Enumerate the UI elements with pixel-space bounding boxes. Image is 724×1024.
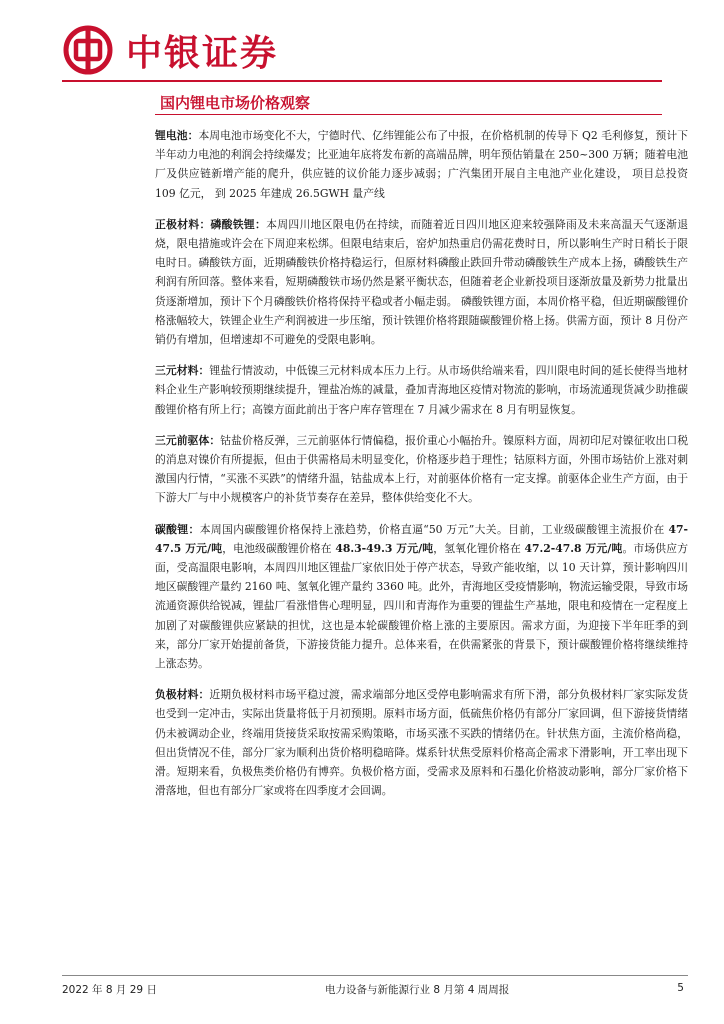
brand-name: 中银证券 — [126, 32, 279, 74]
header — [62, 22, 278, 78]
paragraph-text: 钴盐价格反弹，三元前驱体行情偏稳，报价重心小幅抬升。镍原料方面，周初印尼对镍征收出口税的消息对镍价有所提振，但由于供需格局未明显变化，价格逐步趋于理性；钴原料方面，外围市场钴价上涨对刺激国内行情，“买涨不买跌”的情绪升温，钴盐成本上行，对前驱体价格有一定支撑。前驱体企业生产方面，由于下游大厂与中小规模客户的补货节奏存在差异，整体供给变化不大。 — [155, 433, 689, 505]
paragraph-label: 三元前驱体： — [155, 433, 221, 447]
paragraph-label: 三元材料： — [155, 364, 210, 378]
paragraph-label: 负极材料： — [155, 688, 210, 702]
paragraph-text: 本周电池市场变化不大，宁德时代、亿纬锂能公布了中报，在价格机制的传导下 Q2 毛利修复，预计下半年动力电池的利润会持续爆发；比亚迪年底将发布新的高端品牌，明年预估销量在 250~300 万辆；随着电池厂及供应链新增产能的爬升，供应链的议价能力逐步减弱；广汽集团开展自主电池产业化建设， 项目总投资 109 亿元， 到 2025 年建成 26.5GWH 量产线 — [155, 129, 688, 200]
bank-of-china-logo-icon — [62, 24, 114, 76]
header-divider — [62, 80, 662, 82]
page-number: 5 — [677, 982, 684, 994]
footer-date: 2022 年 8 月 29 日 — [62, 984, 157, 996]
paragraph-text: 本周四川地区限电仍在持续，而随着近日四川地区迎来较强降雨及未来高温天气逐渐退烧，限电措施或许会在下周迎来松绑。但限电结束后，窑炉加热重启仍需花费时日，所以影响生产时日稍长于限电时日。磷酸铁方面，近期磷酸铁价格持稳运行，但原材料磷酸止跌回升带动磷酸铁生产成本上扬，磷酸铁生产利润有所回落。整体来看，短期磷酸铁市场仍然是紧平衡状态，但随着老企业新投项目逐渐放量及新势力批量出货逐渐增加，预计下个月磷酸铁价格将保持平稳或者小幅走弱。 磷酸铁锂方面，本周价格平稳，但近期碳酸锂价格涨幅较大，铁锂企业生产利润被进一步压缩，预计铁锂价格将跟随碳酸锂价格上扬。供需方面，预计 8 月份产销仍有增加，但增速却不可避免的受限电影响。 — [155, 217, 688, 347]
price-battery-grade: 48.3-49.3 万元/吨 — [335, 541, 434, 555]
price-lithium-hydroxide: 47.2-47.8 万元/吨 — [524, 541, 623, 555]
paragraph-precursor — [155, 431, 688, 508]
paragraph-text: 本周国内碳酸锂价格保持上涨趋势，价格直逼“50 万元”大关。目前，工业级碳酸锂主流报价在 — [199, 522, 669, 536]
footer-divider — [62, 975, 688, 976]
paragraph-text: 。市场供应方面，受高温限电影响，本周四川地区锂盐厂家依旧处于停产状态，导致产能收缩，以 10 天计算，预计影响四川地区碳酸锂产量约 2160 吨、氢氧化锂产量约 3360 吨。此外，青海地区受疫情影响，物流运输受限，导致市场流通资源供给锐减，锂盐厂看涨惜售心理明显，四川和青海作为重要的锂盐生产基地，限电和疫情在一定程度上加剧了对碳酸锂供应紧缺的担忧，这也是本轮碳酸锂价格上涨的主要原因。需求方面，为迎接下半年旺季的到来，部分厂家开始提前备货，下游接货能力提升。总体来看，在供需紧张的背景下，预计碳酸锂价格将继续维持上涨态势。 — [155, 541, 689, 671]
paragraph-battery — [155, 126, 688, 203]
paragraph-lithium-carbonate — [155, 520, 688, 674]
paragraph-text: ，电池级碳酸锂价格在 — [222, 541, 336, 555]
title-divider — [155, 114, 662, 115]
paragraph-text: 锂盐行情波动，中低镍三元材料成本压力上行。从市场供给端来看，四川限电时间的延长使得当地材料企业生产影响较预期继续提升，锂盐冶炼的减量，叠加青海地区疫情对物流的影响，市场流通现货减少助推碳酸锂价格有所上行；高镍方面此前出于客户库存管理在 7 月减少需求在 8 月有明显恢复。 — [155, 364, 689, 416]
footer-report-name: 电力设备与新能源行业 8 月第 4 周周报 — [325, 984, 510, 996]
paragraph-text: ，氢氧化锂价格在 — [433, 541, 525, 555]
paragraph-ternary — [155, 361, 688, 419]
section-title: 国内锂电市场价格观察 — [160, 94, 311, 112]
paragraph-text: 近期负极材料市场平稳过渡，需求端部分地区受停电影响需求有所下滑，部分负极材料厂家实际发货也受到一定冲击，实际出货量将低于月初预期。原料市场方面，低硫焦价格仍有部分厂家回调，但下游接货情绪仍未被调动企业，终端用货接货采取按需采购策略，市场买涨不买跌的情绪仍在。针状焦方面，主流价格尚稳，但出货情况不佳，部分厂家为顺利出货价格明稳暗降。煤系针状焦受原料价格高企需求下滑影响，开工率出现下滑。短期来看，负极焦类价格仍有博弈。负极价格方面，受需求及原料和石墨化价格波动影响，部分厂家价格下滑落地，但也有部分厂家或将在四季度才会回调。 — [155, 688, 689, 798]
paragraph-label: 正极材料：磷酸铁锂： — [155, 217, 267, 231]
paragraph-anode — [155, 685, 688, 800]
paragraph-label: 碳酸锂： — [155, 522, 200, 536]
paragraph-cathode-lfp — [155, 215, 688, 349]
footer — [62, 982, 684, 997]
paragraph-label: 锂电池： — [155, 129, 199, 142]
price-industrial-grade: 47-47.5 万元/吨 — [155, 522, 689, 555]
article-body — [155, 126, 688, 813]
